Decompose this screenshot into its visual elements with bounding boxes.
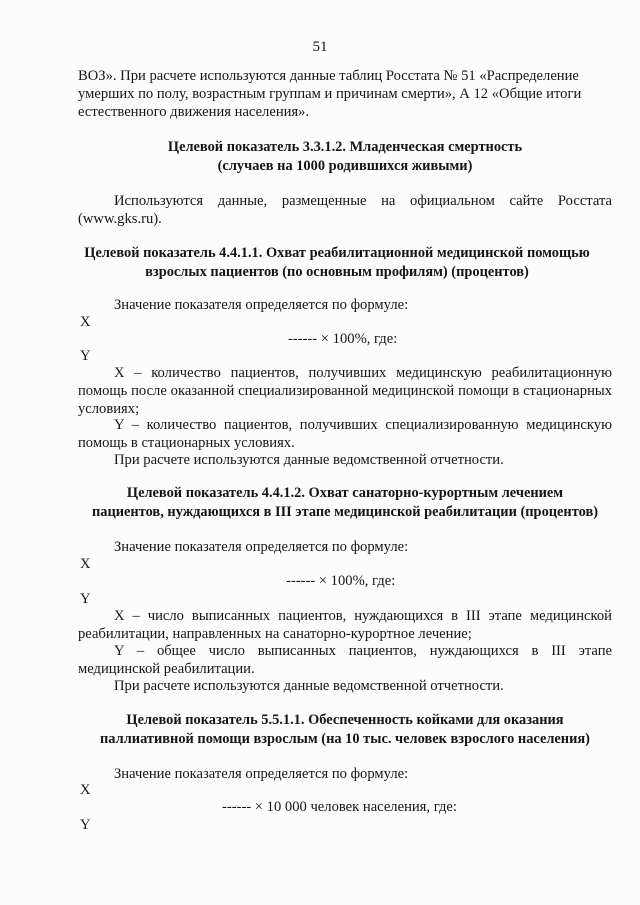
intro-paragraph	[78, 67, 612, 121]
heading-line-1: Целевой показатель 3.3.1.2. Младенческая смертность	[167, 139, 523, 155]
formula-intro: Значение показателя определяется по формуле:	[114, 539, 409, 555]
heading-line-1: Целевой показатель 5.5.1.1. Обеспеченность койками для оказания	[126, 712, 564, 728]
y-definition: Y – количество пациентов, получивших специализированную медицинскую помощь в стационарных условиях.	[78, 417, 612, 451]
heading-line-2: паллиативной помощи взрослым (на 10 тыс. человек взрослого населения)	[100, 731, 590, 747]
formula-denominator-y: Y	[80, 817, 91, 833]
y-definition: Y – общее число выписанных пациентов, нуждающихся в III этапе медицинской реабилитации.	[78, 643, 612, 677]
formula-intro: Значение показателя определяется по формуле:	[114, 766, 409, 782]
formula-numerator-x: X	[80, 556, 91, 572]
heading-line-2: (случаев на 1000 родившихся живыми)	[217, 158, 473, 174]
intro-line-3: естественного движения населения».	[78, 104, 310, 120]
heading-line-1: Целевой показатель 4.4.1.1. Охват реабилитационной медицинской помощью	[84, 245, 590, 261]
formula-expression: ------ × 10 000 человек населения, где:	[222, 799, 457, 815]
x-definition: X – количество пациентов, получивших медицинскую реабилитационную помощь после оказанной специализированной медицинской помощи в стационарных условиях;	[78, 365, 612, 417]
heading-line-2: взрослых пациентов (по основным профилям) (процентов)	[145, 264, 529, 280]
x-definition: X – число выписанных пациентов, нуждающихся в III этапе медицинской реабилитации, направленных на санаторно-курортное лечение;	[78, 608, 612, 642]
section-heading-5-5-1-1	[60, 711, 630, 749]
section-1-text: Используются данные, размещенные на официальном сайте Росстата (www.gks.ru).	[78, 193, 612, 227]
intro-line-2: умерших по полу, возрастным группам и причинам смерти», А 12 «Общие итоги	[78, 86, 582, 102]
data-source-note: При расчете используются данные ведомственной отчетности.	[114, 678, 504, 694]
heading-line-2: пациентов, нуждающихся в III этапе медицинской реабилитации (процентов)	[91, 504, 599, 520]
formula-denominator-y: Y	[80, 591, 91, 607]
section-heading-3-3-1-2	[60, 138, 630, 176]
formula-denominator-y: Y	[80, 348, 91, 364]
formula-intro: Значение показателя определяется по формуле:	[114, 297, 409, 313]
heading-line-1: Целевой показатель 4.4.1.2. Охват санаторно-курортным лечением	[126, 485, 564, 501]
formula-expression: ------ × 100%, где:	[286, 573, 396, 589]
section-heading-4-4-1-1	[42, 244, 632, 282]
formula-expression: ------ × 100%, где:	[288, 331, 398, 347]
section-heading-4-4-1-2	[60, 484, 630, 522]
formula-numerator-x: X	[80, 782, 91, 798]
intro-line-1: ВОЗ». При расчете используются данные таблиц Росстата № 51 «Распределение	[78, 68, 579, 84]
data-source-note: При расчете используются данные ведомственной отчетности.	[114, 452, 504, 468]
formula-numerator-x: X	[80, 314, 91, 330]
page-number: 51	[312, 39, 328, 55]
